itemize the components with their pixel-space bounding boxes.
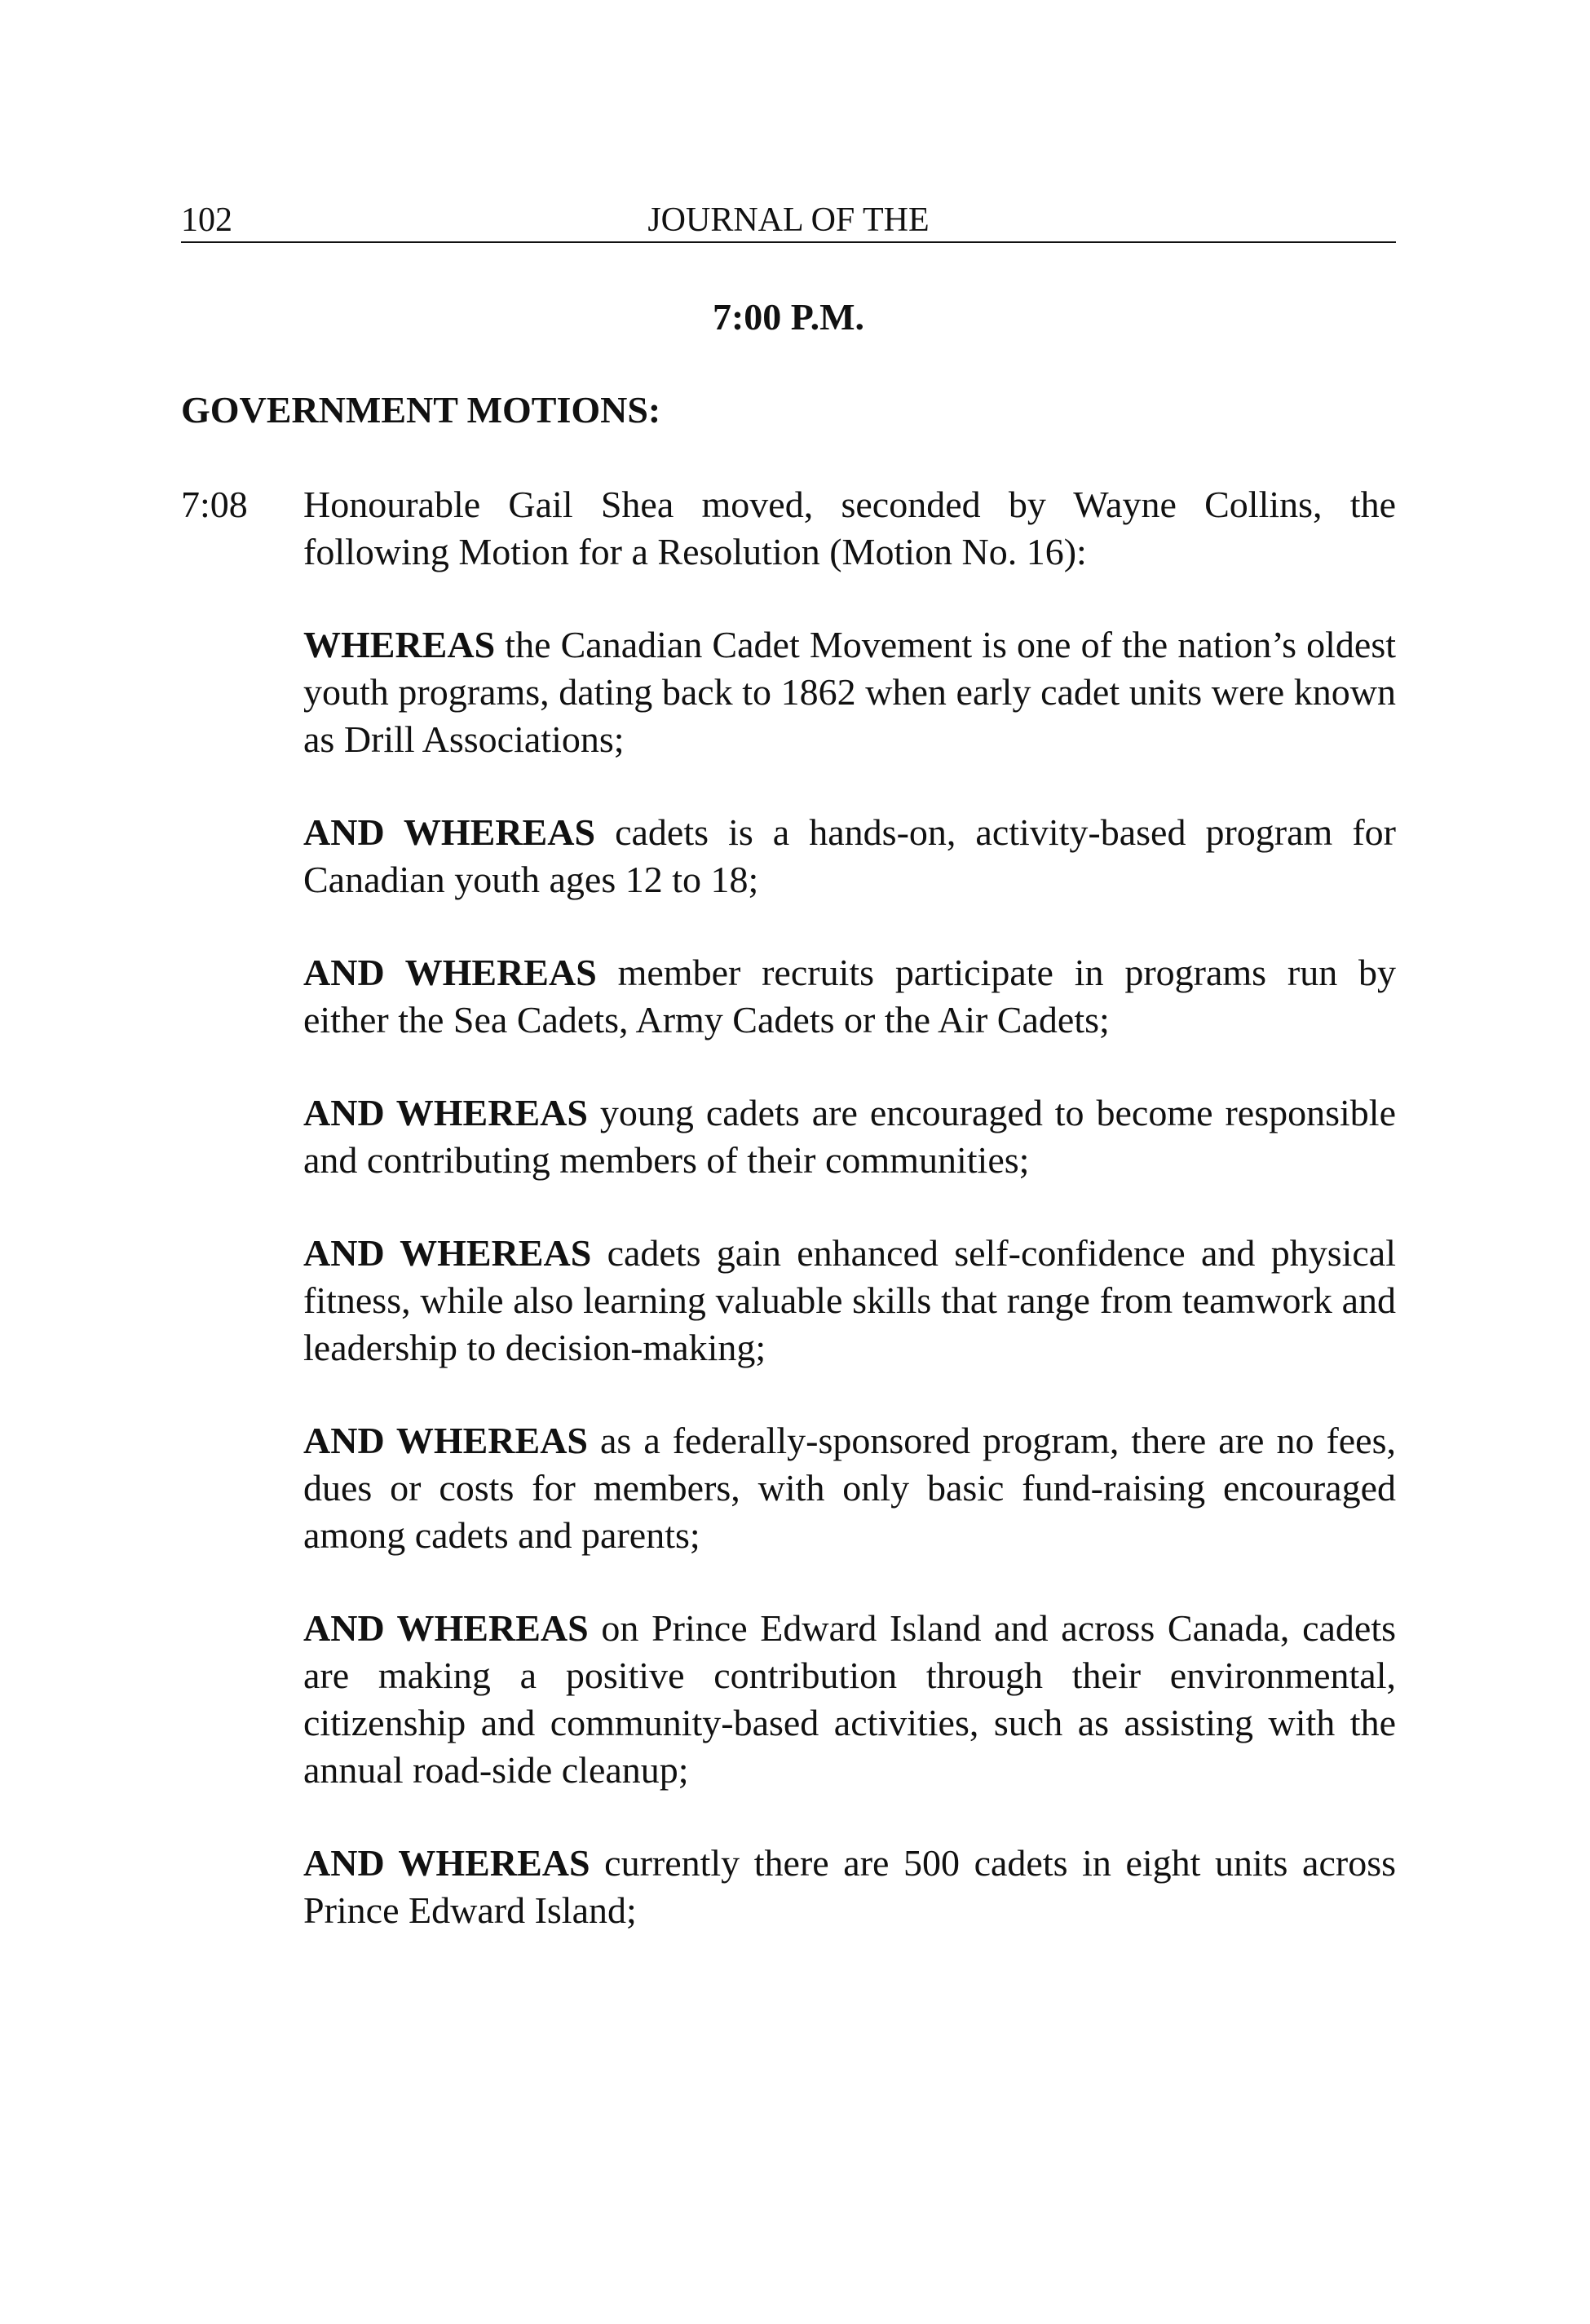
clause-paragraph <box>303 949 1396 1044</box>
clause-text: member recruits participate in programs run by either the Sea Cadets, Army Cadets or the Air Cadets; <box>303 952 1396 1040</box>
clause-text: cadets is a hands-on, activity-based program for Canadian youth ages 12 to 18; <box>303 811 1396 900</box>
running-header <box>181 199 1396 243</box>
clause-keyword: AND WHEREAS <box>303 952 597 993</box>
clause-text: young cadets are encouraged to become responsible and contributing members of their communities; <box>303 1092 1396 1181</box>
clause-keyword: AND WHEREAS <box>303 1092 588 1133</box>
clause-keyword: AND WHEREAS <box>303 1842 590 1884</box>
clause-paragraph <box>303 1840 1396 1934</box>
clause-text: cadets gain enhanced self-confidence and physical fitness, while also learning valuable skills that range from teamwork and leadership to decision-making; <box>303 1232 1396 1368</box>
clause-text: on Prince Edward Island and across Canada, cadets are making a positive contribution through their environmental, citizenship and community-based activities, such as assisting with the annual road-side cleanup; <box>303 1607 1396 1791</box>
clause-paragraph <box>303 1230 1396 1372</box>
clause-text: the Canadian Cadet Movement is one of the nation’s oldest youth programs, dating back to 1862 when early cadet units were known as Drill Associations; <box>303 624 1396 760</box>
motion-intro: Honourable Gail Shea moved, seconded by Wayne Collins, the following Motion for a Resolution (Motion No. 16): <box>303 484 1396 572</box>
page-number: 102 <box>181 201 232 239</box>
time-heading: 7:00 P.M. <box>712 296 865 338</box>
section-heading: GOVERNMENT MOTIONS: <box>181 389 661 431</box>
clause-keyword: AND WHEREAS <box>303 1232 592 1274</box>
clause-paragraph <box>303 809 1396 904</box>
clause-paragraph <box>303 1089 1396 1184</box>
motion-body <box>303 481 1396 1980</box>
clause-text: as a federally-sponsored program, there are no fees, dues or costs for members, with only basic fund-raising encouraged among cadets and parents; <box>303 1420 1396 1556</box>
clause-paragraph <box>303 1417 1396 1559</box>
clause-keyword: AND WHEREAS <box>303 1420 588 1461</box>
clause-keyword: AND WHEREAS <box>303 1607 589 1649</box>
clause-text: currently there are 500 cadets in eight units across Prince Edward Island; <box>303 1842 1396 1931</box>
clause-keyword: WHEREAS <box>303 624 496 665</box>
entry-time: 7:08 <box>181 484 248 525</box>
journal-title: JOURNAL OF THE <box>647 201 930 239</box>
clause-paragraph <box>303 1605 1396 1794</box>
clause-paragraph <box>303 621 1396 763</box>
clause-keyword: AND WHEREAS <box>303 811 596 853</box>
